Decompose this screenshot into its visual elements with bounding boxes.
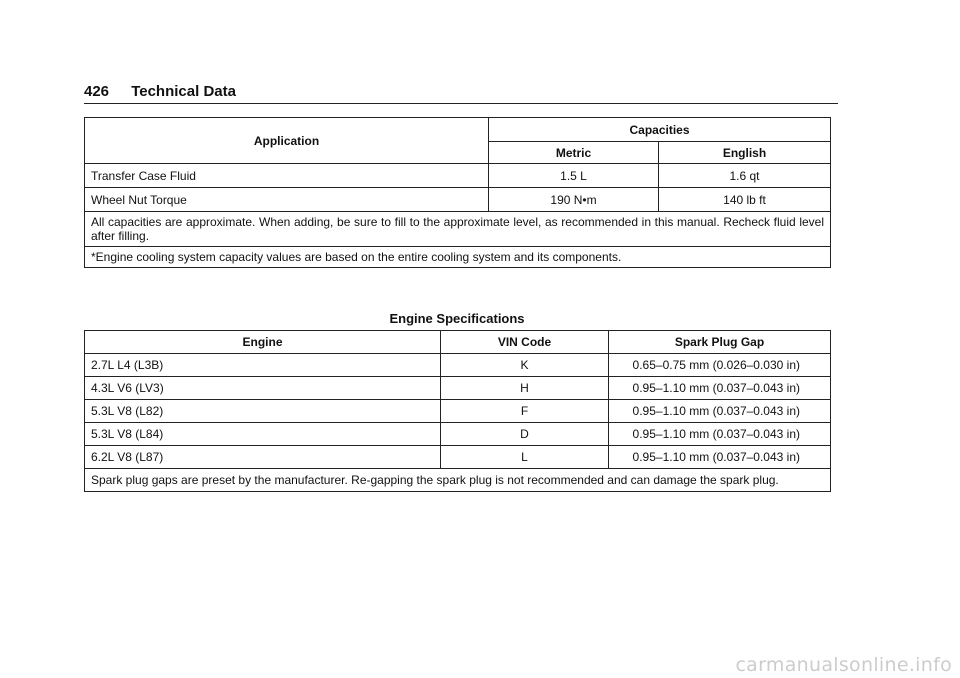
vin-cell: D bbox=[441, 423, 609, 446]
page-header bbox=[84, 82, 838, 104]
engine-specs-table bbox=[84, 330, 831, 492]
vin-cell: L bbox=[441, 446, 609, 469]
col-english: English bbox=[659, 142, 831, 164]
application-cell: Wheel Nut Torque bbox=[85, 188, 489, 212]
col-engine: Engine bbox=[85, 331, 441, 354]
cooling-note: *Engine cooling system capacity values are based on the entire cooling system and its components. bbox=[85, 247, 831, 268]
gap-cell: 0.95–1.10 mm (0.037–0.043 in) bbox=[609, 400, 831, 423]
section-title: Technical Data bbox=[131, 83, 236, 100]
english-cell: 140 lb ft bbox=[659, 188, 831, 212]
col-gap: Spark Plug Gap bbox=[609, 331, 831, 354]
spark-plug-note: Spark plug gaps are preset by the manufacturer. Re-gapping the spark plug is not recommended and can damage the spark plug. bbox=[85, 469, 831, 492]
col-metric: Metric bbox=[489, 142, 659, 164]
table-row bbox=[85, 377, 831, 400]
col-vin: VIN Code bbox=[441, 331, 609, 354]
engine-cell: 5.3L V8 (L84) bbox=[85, 423, 441, 446]
vin-cell: K bbox=[441, 354, 609, 377]
engine-cell: 2.7L L4 (L3B) bbox=[85, 354, 441, 377]
table-row bbox=[85, 354, 831, 377]
vin-cell: F bbox=[441, 400, 609, 423]
engine-specs-title: Engine Specifications bbox=[389, 311, 525, 326]
engine-cell: 6.2L V8 (L87) bbox=[85, 446, 441, 469]
col-application: Application bbox=[85, 118, 489, 164]
approx-note: All capacities are approximate. When adding, be sure to fill to the approximate level, as recommended in this manual. Recheck fluid level after filling. bbox=[85, 212, 831, 247]
english-cell: 1.6 qt bbox=[659, 164, 831, 188]
gap-cell: 0.95–1.10 mm (0.037–0.043 in) bbox=[609, 377, 831, 400]
watermark: carmanualsonline.info bbox=[735, 654, 952, 676]
gap-cell: 0.95–1.10 mm (0.037–0.043 in) bbox=[609, 446, 831, 469]
table-row bbox=[85, 164, 831, 188]
table-row bbox=[85, 423, 831, 446]
col-capacities: Capacities bbox=[489, 118, 831, 142]
metric-cell: 190 N•m bbox=[489, 188, 659, 212]
vin-cell: H bbox=[441, 377, 609, 400]
table-row bbox=[85, 400, 831, 423]
application-cell: Transfer Case Fluid bbox=[85, 164, 489, 188]
capacities-table bbox=[84, 117, 831, 268]
page-number: 426 bbox=[84, 83, 110, 100]
metric-cell: 1.5 L bbox=[489, 164, 659, 188]
table-row bbox=[85, 188, 831, 212]
table-row bbox=[85, 446, 831, 469]
gap-cell: 0.95–1.10 mm (0.037–0.043 in) bbox=[609, 423, 831, 446]
engine-cell: 4.3L V6 (LV3) bbox=[85, 377, 441, 400]
engine-cell: 5.3L V8 (L82) bbox=[85, 400, 441, 423]
gap-cell: 0.65–0.75 mm (0.026–0.030 in) bbox=[609, 354, 831, 377]
